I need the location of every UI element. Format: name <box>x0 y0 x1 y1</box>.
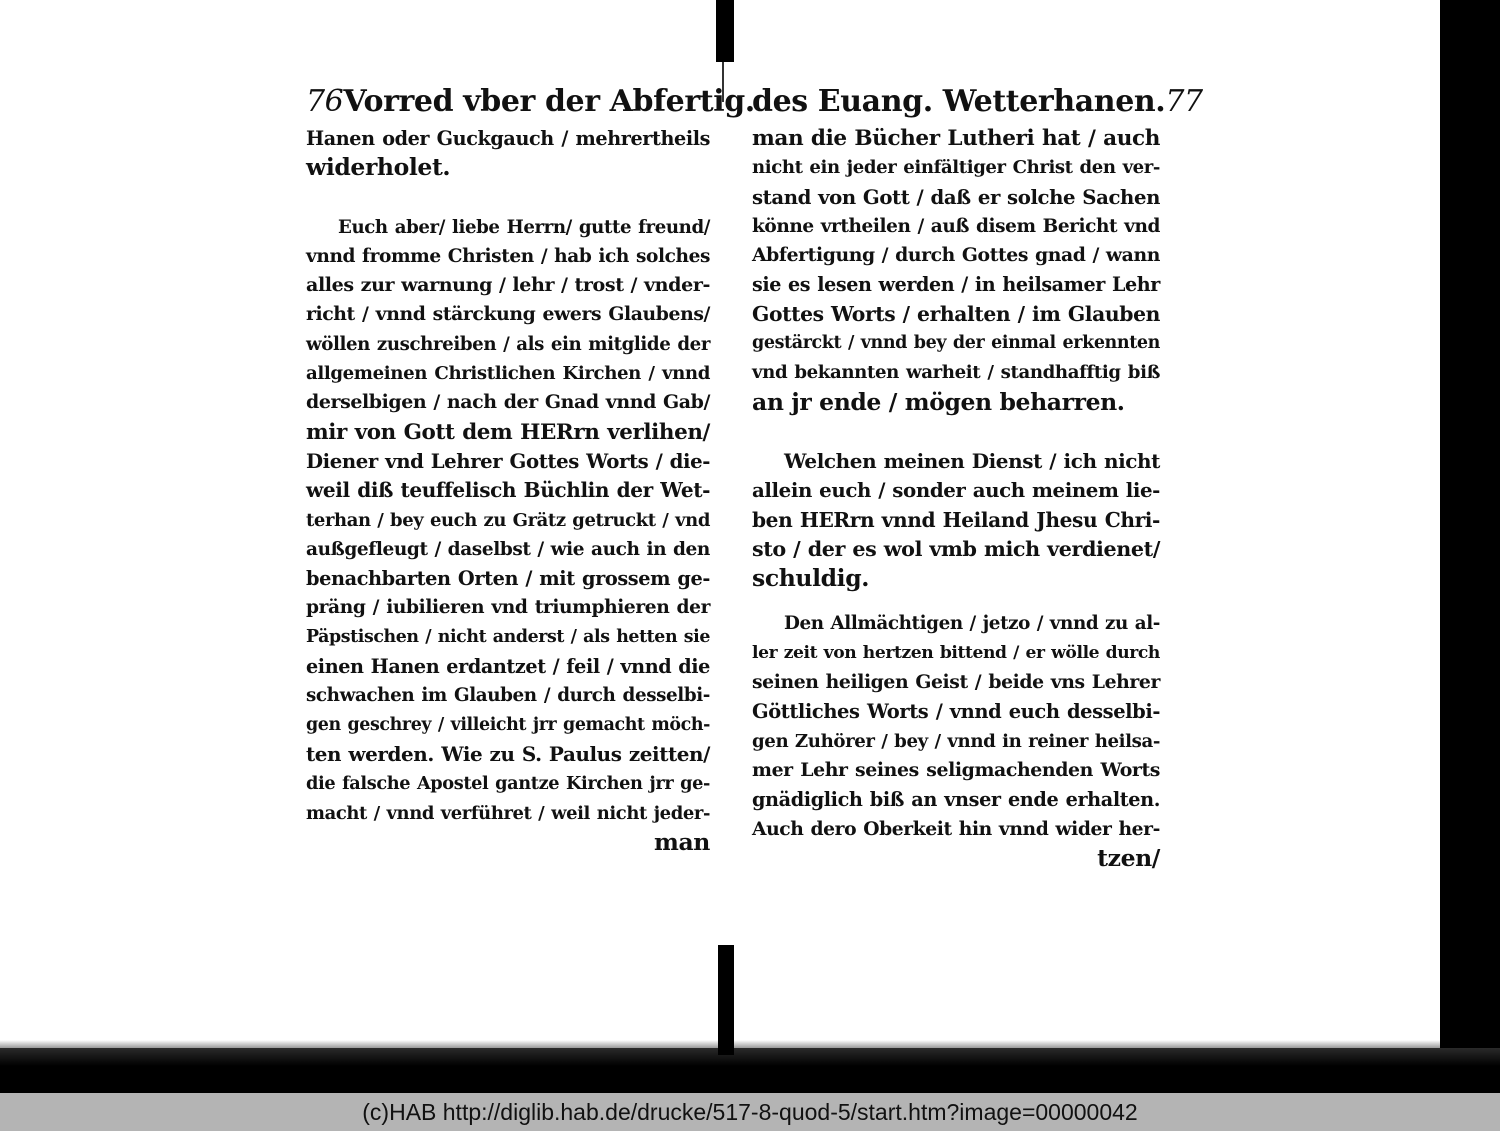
text-line: ten werden. Wie zu S. Paulus zeitten/ <box>306 741 710 766</box>
text-line: allein euch / sonder auch meinem lie- <box>752 478 1160 503</box>
text-line: Göttliches Worts / vnnd euch desselbi- <box>752 700 1160 724</box>
text-line: ler zeit von hertzen bittend / er wölle durch <box>752 642 1160 663</box>
text-line: schwachen im Glauben / durch desselbi- <box>306 685 710 707</box>
text-line: allgemeinen Christlichen Kirchen / vnnd <box>306 363 710 385</box>
text-line: seinen heiligen Geist / beide vns Lehrer <box>752 671 1160 694</box>
text-line: derselbigen / nach der Gnad vnnd Gab/ <box>306 391 710 414</box>
text-line: sie es lesen werden / in heilsamer Lehr <box>752 273 1160 297</box>
text-line: schuldig. <box>752 564 870 593</box>
copyright-text: (c)HAB http://diglib.hab.de/drucke/517-8-quod-5/start.htm?image=00000042 <box>362 1098 1138 1125</box>
text-line: benachbarten Orten / mit grossem ge- <box>306 567 710 591</box>
text-line: gen geschrey / villeicht jrr gemacht möch- <box>306 714 710 735</box>
text-line: die falsche Apostel gantze Kirchen jrr ge- <box>306 773 710 795</box>
text-line: richt / vnnd stärckung ewers Glaubens/ <box>306 303 710 326</box>
right-page-body <box>752 124 1160 873</box>
left-page-number: 76 <box>306 84 344 119</box>
text-line: Welchen meinen Dienst / ich nicht <box>784 448 1160 473</box>
text-line: vnd bekannten warheit / standhafftig biß <box>752 362 1160 384</box>
text-line: Auch dero Oberkeit hin vnnd wider her- <box>752 817 1160 840</box>
text-line: könne vrtheilen / auß disem Bericht vnd <box>752 215 1160 237</box>
text-line: Gottes Worts / erhalten / im Glauben <box>752 301 1160 326</box>
text-line: Den Allmächtigen / jetzo / vnnd zu al- <box>784 613 1160 635</box>
text-line: ben HERrn vnnd Heiland Jhesu Chri- <box>752 507 1160 532</box>
copyright-footer <box>0 1093 1500 1131</box>
text-line: Päpstischen / nicht anderst / als hetten sie <box>306 626 710 647</box>
right-page-number: 77 <box>1165 84 1203 119</box>
left-running-head: Vorred vber der Abfertig. <box>343 84 755 119</box>
left-page <box>306 84 755 857</box>
scan-border-right <box>1440 0 1500 1131</box>
text-line: einen Hanen erdantzet / feil / vnnd die <box>306 655 710 679</box>
text-line: macht / vnnd verführet / weil nicht jeder- <box>306 802 710 824</box>
text-line: gen Zuhörer / bey / vnnd in reiner heilsa- <box>752 730 1160 752</box>
text-line: terhan / bey euch zu Grätz getruckt / vnd <box>306 509 710 531</box>
text-line: sto / der es wol vmb mich verdienet/ <box>752 536 1160 561</box>
text-line: präng / iubilieren vnd triumphieren der <box>306 597 710 619</box>
text-line: nicht ein jeder einfältiger Christ den ver- <box>752 157 1160 179</box>
catchword: tzen/ <box>1097 843 1160 872</box>
text-line: gestärckt / vnnd bey der einmal erkennten <box>752 333 1160 354</box>
left-page-header <box>306 84 755 124</box>
gutter-mark-bottom <box>718 945 734 1055</box>
text-line: weil diß teuffelisch Büchlin der Wet- <box>306 478 710 503</box>
right-running-head: des Euang. Wetterhanen. <box>752 84 1166 119</box>
text-line: Abfertigung / durch Gottes gnad / wann <box>752 244 1160 267</box>
text-line: widerholet. <box>306 153 451 182</box>
text-line: stand von Gott / daß er solche Sachen <box>752 185 1160 209</box>
text-line: Diener vnd Lehrer Gottes Worts / die- <box>306 449 710 473</box>
paragraph-gap <box>752 593 1160 609</box>
text-line: gnädiglich biß an vnser ende erhalten. <box>752 788 1160 812</box>
scan-border-bottom <box>0 1048 1500 1093</box>
text-line: an jr ende / mögen beharren. <box>752 387 1125 416</box>
text-line: mer Lehr seines seligmachenden Worts <box>752 758 1160 781</box>
text-line: wöllen zuschreiben / als ein mitglide der <box>306 333 710 355</box>
paragraph-gap <box>306 183 710 213</box>
right-page <box>752 84 1203 873</box>
text-line: vnnd fromme Christen / hab ich solches <box>306 245 710 267</box>
gutter-mark-top <box>716 0 734 62</box>
catchword: man <box>654 827 710 856</box>
text-line: man die Bücher Lutheri hat / auch <box>752 126 1160 151</box>
text-line: mir von Gott dem HERrn verlihen/ <box>306 419 710 445</box>
paragraph-gap <box>752 417 1160 447</box>
text-line: Hanen oder Guckgauch / mehrertheils <box>306 127 710 150</box>
left-page-body <box>306 124 710 857</box>
right-page-header <box>752 84 1203 124</box>
text-line: Euch aber/ liebe Herrn/ gutte freund/ <box>338 216 710 238</box>
text-line: außgefleugt / daselbst / wie auch in den <box>306 538 710 560</box>
text-line: alles zur warnung / lehr / trost / vnder- <box>306 274 710 297</box>
